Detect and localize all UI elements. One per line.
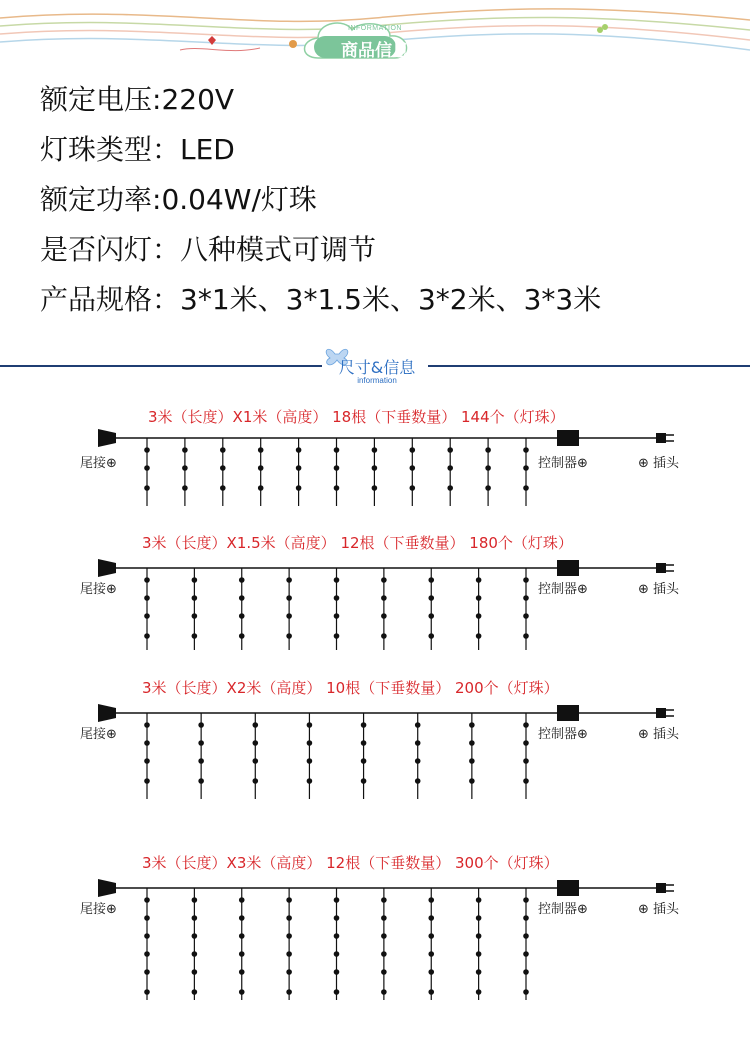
spec-label: 是否闪灯： [40,233,181,266]
controller-label: 控制器⊕ [538,902,588,917]
led-bead [286,897,292,903]
led-bead [286,577,292,583]
diagram-title: 3米（长度）X1米（高度） 18根（下垂数量） 144个（灯珠） [148,408,565,426]
badge-subtitle: INFORMATION [348,25,402,32]
led-bead [523,577,529,583]
info-header [0,0,750,75]
led-bead [192,915,198,921]
led-bead [523,778,529,784]
controller-label: 控制器⊕ [538,727,588,742]
led-bead [144,613,150,619]
led-bead [239,915,245,921]
led-bead [334,969,340,975]
led-bead [192,897,198,903]
led-bead [476,933,482,939]
led-bead [381,595,387,601]
spec-voltage [40,80,601,130]
controller-label: 控制器⊕ [538,456,588,471]
led-bead [372,485,378,491]
led-bead [381,613,387,619]
led-bead [286,915,292,921]
tail-connector [98,704,116,722]
divider-title: 尺寸&信息 [338,358,416,377]
led-bead [144,758,150,764]
led-bead [286,933,292,939]
spec-label: 额定电压: [40,83,162,116]
led-bead [307,778,313,784]
led-bead [144,485,150,491]
led-bead [428,951,434,957]
led-bead [476,989,482,995]
led-bead [415,778,421,784]
plug-body [656,563,666,573]
led-bead [239,897,245,903]
led-bead [334,989,340,995]
led-bead [252,758,258,764]
led-bead [381,989,387,995]
badge-title: 商品信息 [341,41,409,61]
tail-label: 尾接⊕ [80,456,117,471]
led-bead [361,778,367,784]
led-bead [182,485,188,491]
led-bead [476,613,482,619]
led-bead [286,595,292,601]
led-bead [523,933,529,939]
diagram-title: 3米（长度）X3米（高度） 12根（下垂数量） 300个（灯珠） [142,854,559,872]
plug-body [656,433,666,443]
diagram-1x3 [0,400,750,510]
led-bead [144,465,150,471]
led-bead [252,778,258,784]
led-bead [144,447,150,453]
led-bead [144,722,150,728]
led-bead [381,633,387,639]
led-bead [428,595,434,601]
led-bead [469,778,475,784]
led-bead [523,722,529,728]
led-bead [192,969,198,975]
led-bead [144,595,150,601]
diagram-3x3 [0,850,750,1000]
led-bead [192,595,198,601]
led-bead [381,933,387,939]
plug-label: ⊕ 插头 [638,582,680,597]
led-bead [469,722,475,728]
plug-label: ⊕ 插头 [638,727,680,742]
led-bead [476,951,482,957]
spec-label: 灯珠类型： [40,133,181,166]
diagram-2x3 [0,675,750,805]
led-bead [523,915,529,921]
led-bead [198,740,204,746]
controller-label: 控制器⊕ [538,582,588,597]
led-bead [144,577,150,583]
led-bead [361,758,367,764]
led-bead [415,740,421,746]
led-bead [286,989,292,995]
led-bead [239,933,245,939]
led-bead [296,447,302,453]
led-bead [469,740,475,746]
spec-value: 3*1米、3*1.5米、3*2米、3*3米 [180,283,602,316]
led-bead [220,447,226,453]
led-bead [410,447,416,453]
led-bead [307,758,313,764]
led-bead [428,897,434,903]
led-bead [286,969,292,975]
spec-label: 产品规格： [40,283,181,316]
led-bead [252,722,258,728]
led-bead [144,951,150,957]
led-bead [523,969,529,975]
led-bead [334,915,340,921]
led-bead [476,897,482,903]
led-bead [334,485,340,491]
controller-box [557,705,579,721]
led-bead [192,633,198,639]
led-bead [428,915,434,921]
led-bead [192,577,198,583]
spec-sizes [40,280,601,330]
plug-label: ⊕ 插头 [638,456,680,471]
spec-value: 220V [161,83,235,116]
plug-label: ⊕ 插头 [638,902,680,917]
led-bead [485,465,491,471]
controller-box [557,560,579,576]
led-bead [334,465,340,471]
led-bead [381,969,387,975]
tail-connector [98,559,116,577]
led-bead [523,465,529,471]
led-bead [144,633,150,639]
led-bead [144,969,150,975]
led-bead [239,989,245,995]
led-bead [286,613,292,619]
led-bead [192,951,198,957]
led-bead [523,633,529,639]
spec-flash-mode [40,230,601,280]
led-bead [476,915,482,921]
led-bead [415,722,421,728]
spec-label: 额定功率: [40,183,162,216]
led-bead [485,447,491,453]
led-bead [192,989,198,995]
led-bead [334,595,340,601]
led-bead [334,447,340,453]
led-bead [523,447,529,453]
led-bead [523,740,529,746]
led-bead [476,595,482,601]
plug-body [656,883,666,893]
led-bead [485,485,491,491]
led-bead [334,613,340,619]
led-bead [415,758,421,764]
controller-box [557,430,579,446]
led-bead [523,485,529,491]
spec-value: LED [180,133,235,166]
led-bead [428,933,434,939]
led-bead [428,613,434,619]
led-bead [192,933,198,939]
tail-label: 尾接⊕ [80,902,117,917]
led-bead [258,447,264,453]
led-bead [192,613,198,619]
controller-box [557,880,579,896]
led-bead [296,485,302,491]
tail-connector [98,429,116,447]
led-bead [239,633,245,639]
led-bead [428,969,434,975]
led-bead [198,722,204,728]
led-bead [334,933,340,939]
led-bead [476,969,482,975]
led-bead [144,989,150,995]
led-bead [381,951,387,957]
led-bead [239,951,245,957]
led-bead [523,897,529,903]
divider-subtitle: information [357,376,397,385]
led-bead [372,447,378,453]
led-bead [428,577,434,583]
led-bead [286,633,292,639]
led-bead [476,633,482,639]
spec-power [40,180,601,230]
diagram-title: 3米（长度）X2米（高度） 10根（下垂数量） 200个（灯珠） [142,679,559,697]
led-bead [258,465,264,471]
led-bead [447,465,453,471]
led-bead [447,485,453,491]
led-bead [469,758,475,764]
led-bead [372,465,378,471]
led-bead [447,447,453,453]
led-bead [334,897,340,903]
led-bead [286,951,292,957]
led-bead [334,633,340,639]
led-bead [258,485,264,491]
led-bead [523,595,529,601]
led-bead [239,595,245,601]
led-bead [476,577,482,583]
led-bead [523,951,529,957]
led-bead [523,758,529,764]
led-bead [361,722,367,728]
led-bead [220,465,226,471]
led-bead [334,951,340,957]
led-bead [428,633,434,639]
led-bead [381,915,387,921]
spec-bead-type [40,130,601,180]
led-bead [198,758,204,764]
led-bead [410,485,416,491]
led-bead [307,740,313,746]
led-bead [523,989,529,995]
led-bead [428,989,434,995]
led-bead [361,740,367,746]
led-bead [182,447,188,453]
led-bead [220,485,226,491]
spec-list [40,80,601,330]
spec-value: 八种模式可调节 [180,233,377,266]
plug-body [656,708,666,718]
led-bead [239,613,245,619]
led-bead [307,722,313,728]
led-bead [296,465,302,471]
led-bead [144,915,150,921]
led-bead [182,465,188,471]
led-bead [410,465,416,471]
tail-label: 尾接⊕ [80,727,117,742]
led-bead [239,577,245,583]
led-bead [144,740,150,746]
led-bead [144,778,150,784]
tail-label: 尾接⊕ [80,582,117,597]
diagram-1.5x3 [0,530,750,650]
led-bead [381,897,387,903]
led-bead [252,740,258,746]
led-bead [144,897,150,903]
led-bead [144,933,150,939]
led-bead [381,577,387,583]
diagram-title: 3米（长度）X1.5米（高度） 12根（下垂数量） 180个（灯珠） [142,534,573,552]
led-bead [198,778,204,784]
led-bead [334,577,340,583]
led-bead [523,613,529,619]
led-bead [239,969,245,975]
spec-value: 0.04W/灯珠 [161,183,317,216]
tail-connector [98,879,116,897]
